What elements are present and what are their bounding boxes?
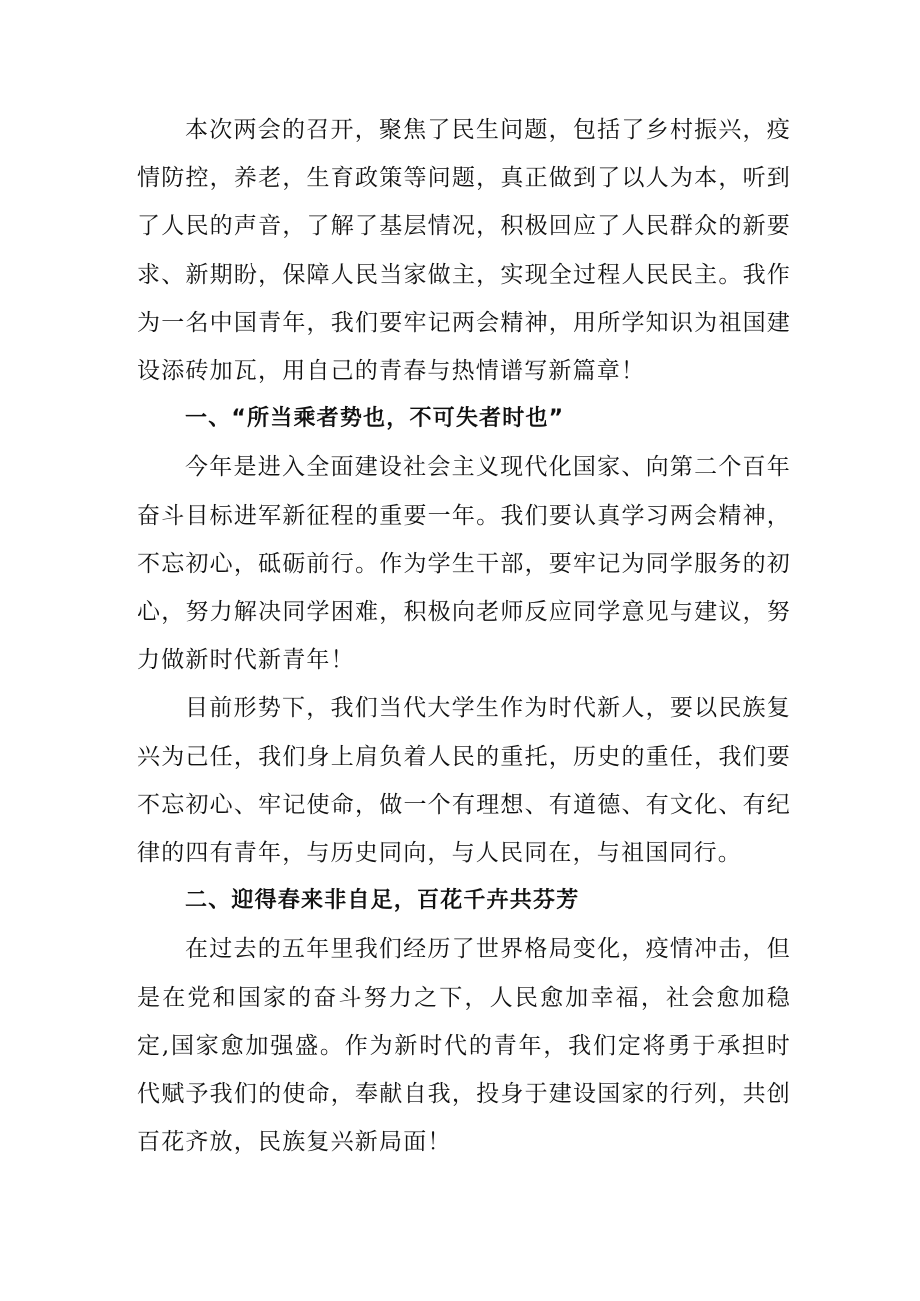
document-body: [137, 106, 791, 1166]
paragraph-section-2: 在过去的五年里我们经历了世界格局变化，疫情冲击，但是在党和国家的奋斗努力之下，人民愈加幸福，社会愈加稳定,国家愈加强盛。作为新时代的青年，我们定将勇于承担时代赋予我们的使命，奉献自我，投身于建设国家的行列，共创百花齐放，民族复兴新局面！: [137, 936, 791, 1156]
paragraph-section-1b: 目前形势下，我们当代大学生作为时代新人，要以民族复兴为己任，我们身上肩负着人民的重托，历史的重任，我们要不忘初心、牢记使命，做一个有理想、有道德、有文化、有纪律的四有青年，与历史同向，与人民同在，与祖国同行。: [137, 695, 791, 867]
paragraph-intro: 本次两会的召开，聚焦了民生问题，包括了乡村振兴，疫情防控，养老，生育政策等问题，真正做到了以人为本，听到了人民的声音，了解了基层情况，积极回应了人民群众的新要求、新期盼，保障人民当家做主，实现全过程人民民主。我作为一名中国青年，我们要牢记两会精神，用所学知识为祖国建设添砖加瓦，用自己的青春与热情谱写新篇章！: [137, 117, 791, 385]
paragraph-section-1a: 今年是进入全面建设社会主义现代化国家、向第二个百年奋斗目标进军新征程的重要一年。我们要认真学习两会精神，不忘初心，砥砺前行。作为学生干部，要牢记为同学服务的初心，努力解决同学困难，积极向老师反应同学意见与建议，努力做新时代新青年！: [137, 454, 791, 674]
section-heading-1: 一、“所当乘者势也，不可失者时也”: [185, 406, 565, 432]
section-heading-2: 二、迎得春来非自足，百花千卉共芬芳: [185, 888, 580, 914]
